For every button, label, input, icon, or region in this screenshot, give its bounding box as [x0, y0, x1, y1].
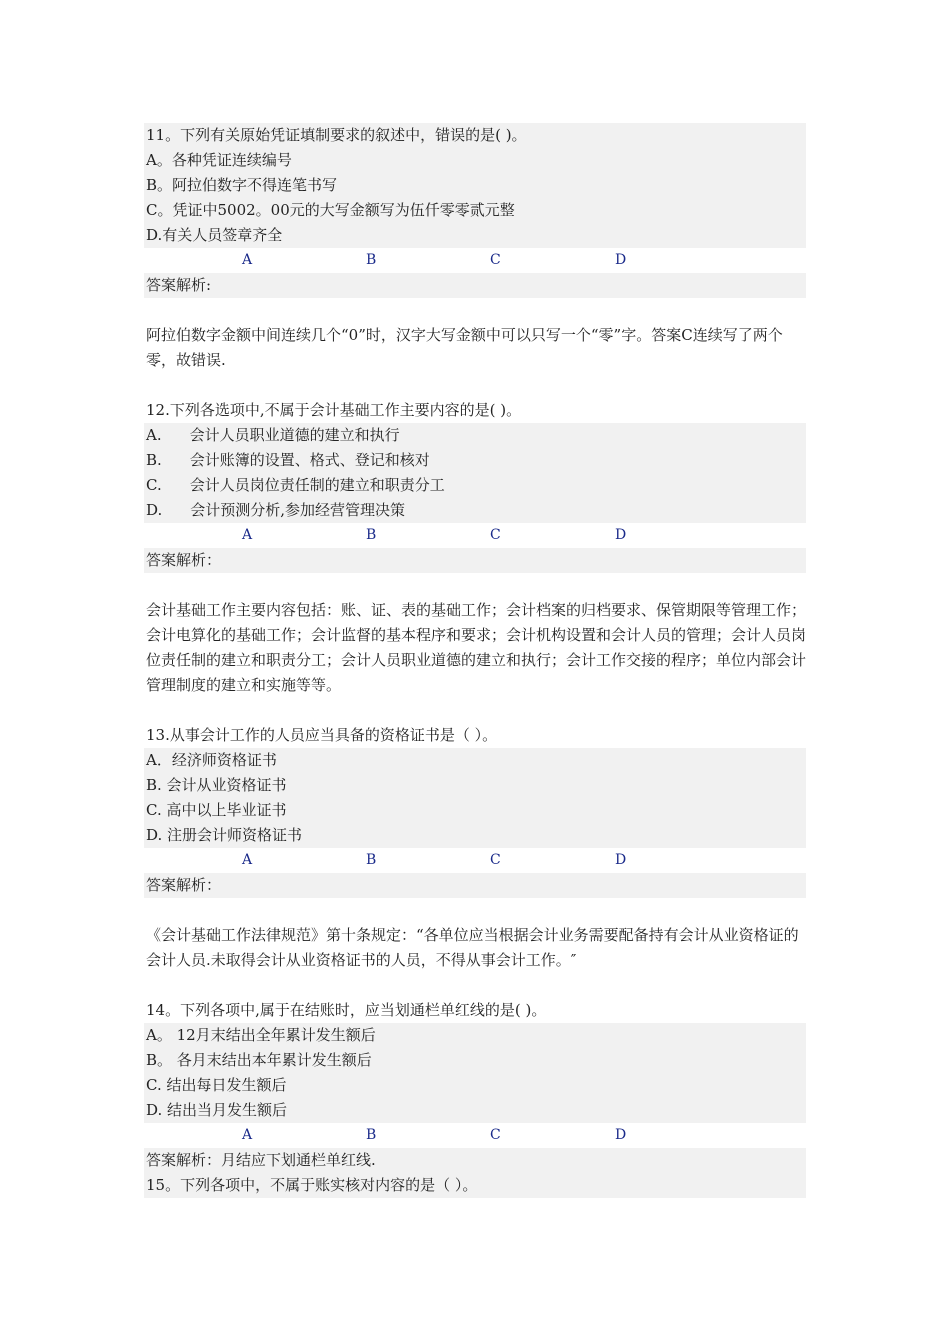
choice-b[interactable]: B [366, 1127, 377, 1143]
option-text: 会计预测分析,参加经营管理决策 [190, 501, 406, 519]
choice-a[interactable]: A [242, 252, 253, 268]
choice-c[interactable]: C [490, 852, 501, 868]
spacer [144, 898, 806, 923]
answer-choices [144, 523, 806, 548]
option-d: D.有关人员签章齐全 [144, 223, 806, 248]
answer-choices [144, 848, 806, 873]
analysis-label: 答案解析： [146, 1151, 222, 1169]
option-letter: D. [146, 501, 163, 519]
option-c [144, 473, 806, 498]
option-c: C. 结出每日发生额后 [144, 1073, 806, 1098]
question-stem: 14。下列各项中,属于在结账时，应当划通栏单红线的是( )。 [144, 998, 806, 1023]
question-stem: 13.从事会计工作的人员应当具备的资格证书是（ ）。 [144, 723, 806, 748]
option-b: B. 会计从业资格证书 [144, 773, 806, 798]
option-d: D. 注册会计师资格证书 [144, 823, 806, 848]
option-text: 会计账簿的设置、格式、登记和核对 [189, 451, 430, 469]
choice-b[interactable]: B [366, 852, 377, 868]
option-d: D. 结出当月发生额后 [144, 1098, 806, 1123]
option-a: A．经济师资格证书 [144, 748, 806, 773]
option-c: C. 高中以上毕业证书 [144, 798, 806, 823]
choice-d[interactable]: D [615, 852, 627, 868]
option-letter: A. [146, 426, 162, 444]
analysis-text: 会计基础工作主要内容包括：账、证、表的基础工作；会计档案的归档要求、保管期限等管理工作；会计电算化的基础工作；会计监督的基本程序和要求；会计机构设置和会计人员的管理；会计人员岗位责任制的建立和职责分工；会计人员职业道德的建立和执行；会计工作交接的程序；单位内部会计管理制度的建立和实施等等。 [144, 598, 806, 698]
analysis-label: 答案解析: [144, 273, 806, 298]
choice-c[interactable]: C [490, 527, 501, 543]
option-a: A。 12月末结出全年累计发生额后 [144, 1023, 806, 1048]
option-text: 会计人员岗位责任制的建立和职责分工 [189, 476, 445, 494]
option-text: 会计人员职业道德的建立和执行 [189, 426, 400, 444]
analysis-label: 答案解析： [144, 548, 806, 573]
analysis-text: 《会计基础工作法律规范》第十条规定：“各单位应当根据会计业务需要配备持有会计从业资格证的会计人员.未取得会计从业资格证书的人员，不得从事会计工作。″ [144, 923, 806, 973]
answer-choices [144, 1123, 806, 1148]
option-b [144, 448, 806, 473]
question-stem: 12.下列各选项中,不属于会计基础工作主要内容的是( )。 [144, 398, 806, 423]
choice-d[interactable]: D [615, 527, 627, 543]
option-c: C。凭证中5002。00元的大写金额写为伍仟零零贰元整 [144, 198, 806, 223]
spacer [144, 973, 806, 998]
choice-a[interactable]: A [242, 1127, 253, 1143]
choice-d[interactable]: D [615, 1127, 627, 1143]
option-letter: B. [146, 451, 162, 469]
spacer [144, 573, 806, 598]
spacer [144, 698, 806, 723]
analysis-label: 答案解析： [144, 873, 806, 898]
option-letter: C. [146, 476, 162, 494]
question-stem: 15。下列各项中，不属于账实核对内容的是（ ）。 [144, 1173, 806, 1198]
choice-d[interactable]: D [615, 252, 627, 268]
analysis [144, 1148, 806, 1173]
choice-a[interactable]: A [242, 852, 253, 868]
question-stem: 11。下列有关原始凭证填制要求的叙述中，错误的是( )。 [144, 123, 806, 148]
document-page [144, 123, 806, 1198]
choice-a[interactable]: A [242, 527, 253, 543]
option-b: B。 各月末结出本年累计发生额后 [144, 1048, 806, 1073]
analysis-text: 阿拉伯数字金额中间连续几个“0”时，汉字大写金额中可以只写一个“零”字。答案C连续写了两个零，故错误. [144, 323, 806, 373]
spacer [144, 298, 806, 323]
option-a [144, 423, 806, 448]
option-d [144, 498, 806, 523]
analysis-text: 月结应下划通栏单红线. [221, 1151, 376, 1169]
option-a: A。各种凭证连续编号 [144, 148, 806, 173]
answer-choices [144, 248, 806, 273]
spacer [144, 373, 806, 398]
choice-c[interactable]: C [490, 1127, 501, 1143]
option-b: B。阿拉伯数字不得连笔书写 [144, 173, 806, 198]
choice-b[interactable]: B [366, 527, 377, 543]
choice-c[interactable]: C [490, 252, 501, 268]
choice-b[interactable]: B [366, 252, 377, 268]
